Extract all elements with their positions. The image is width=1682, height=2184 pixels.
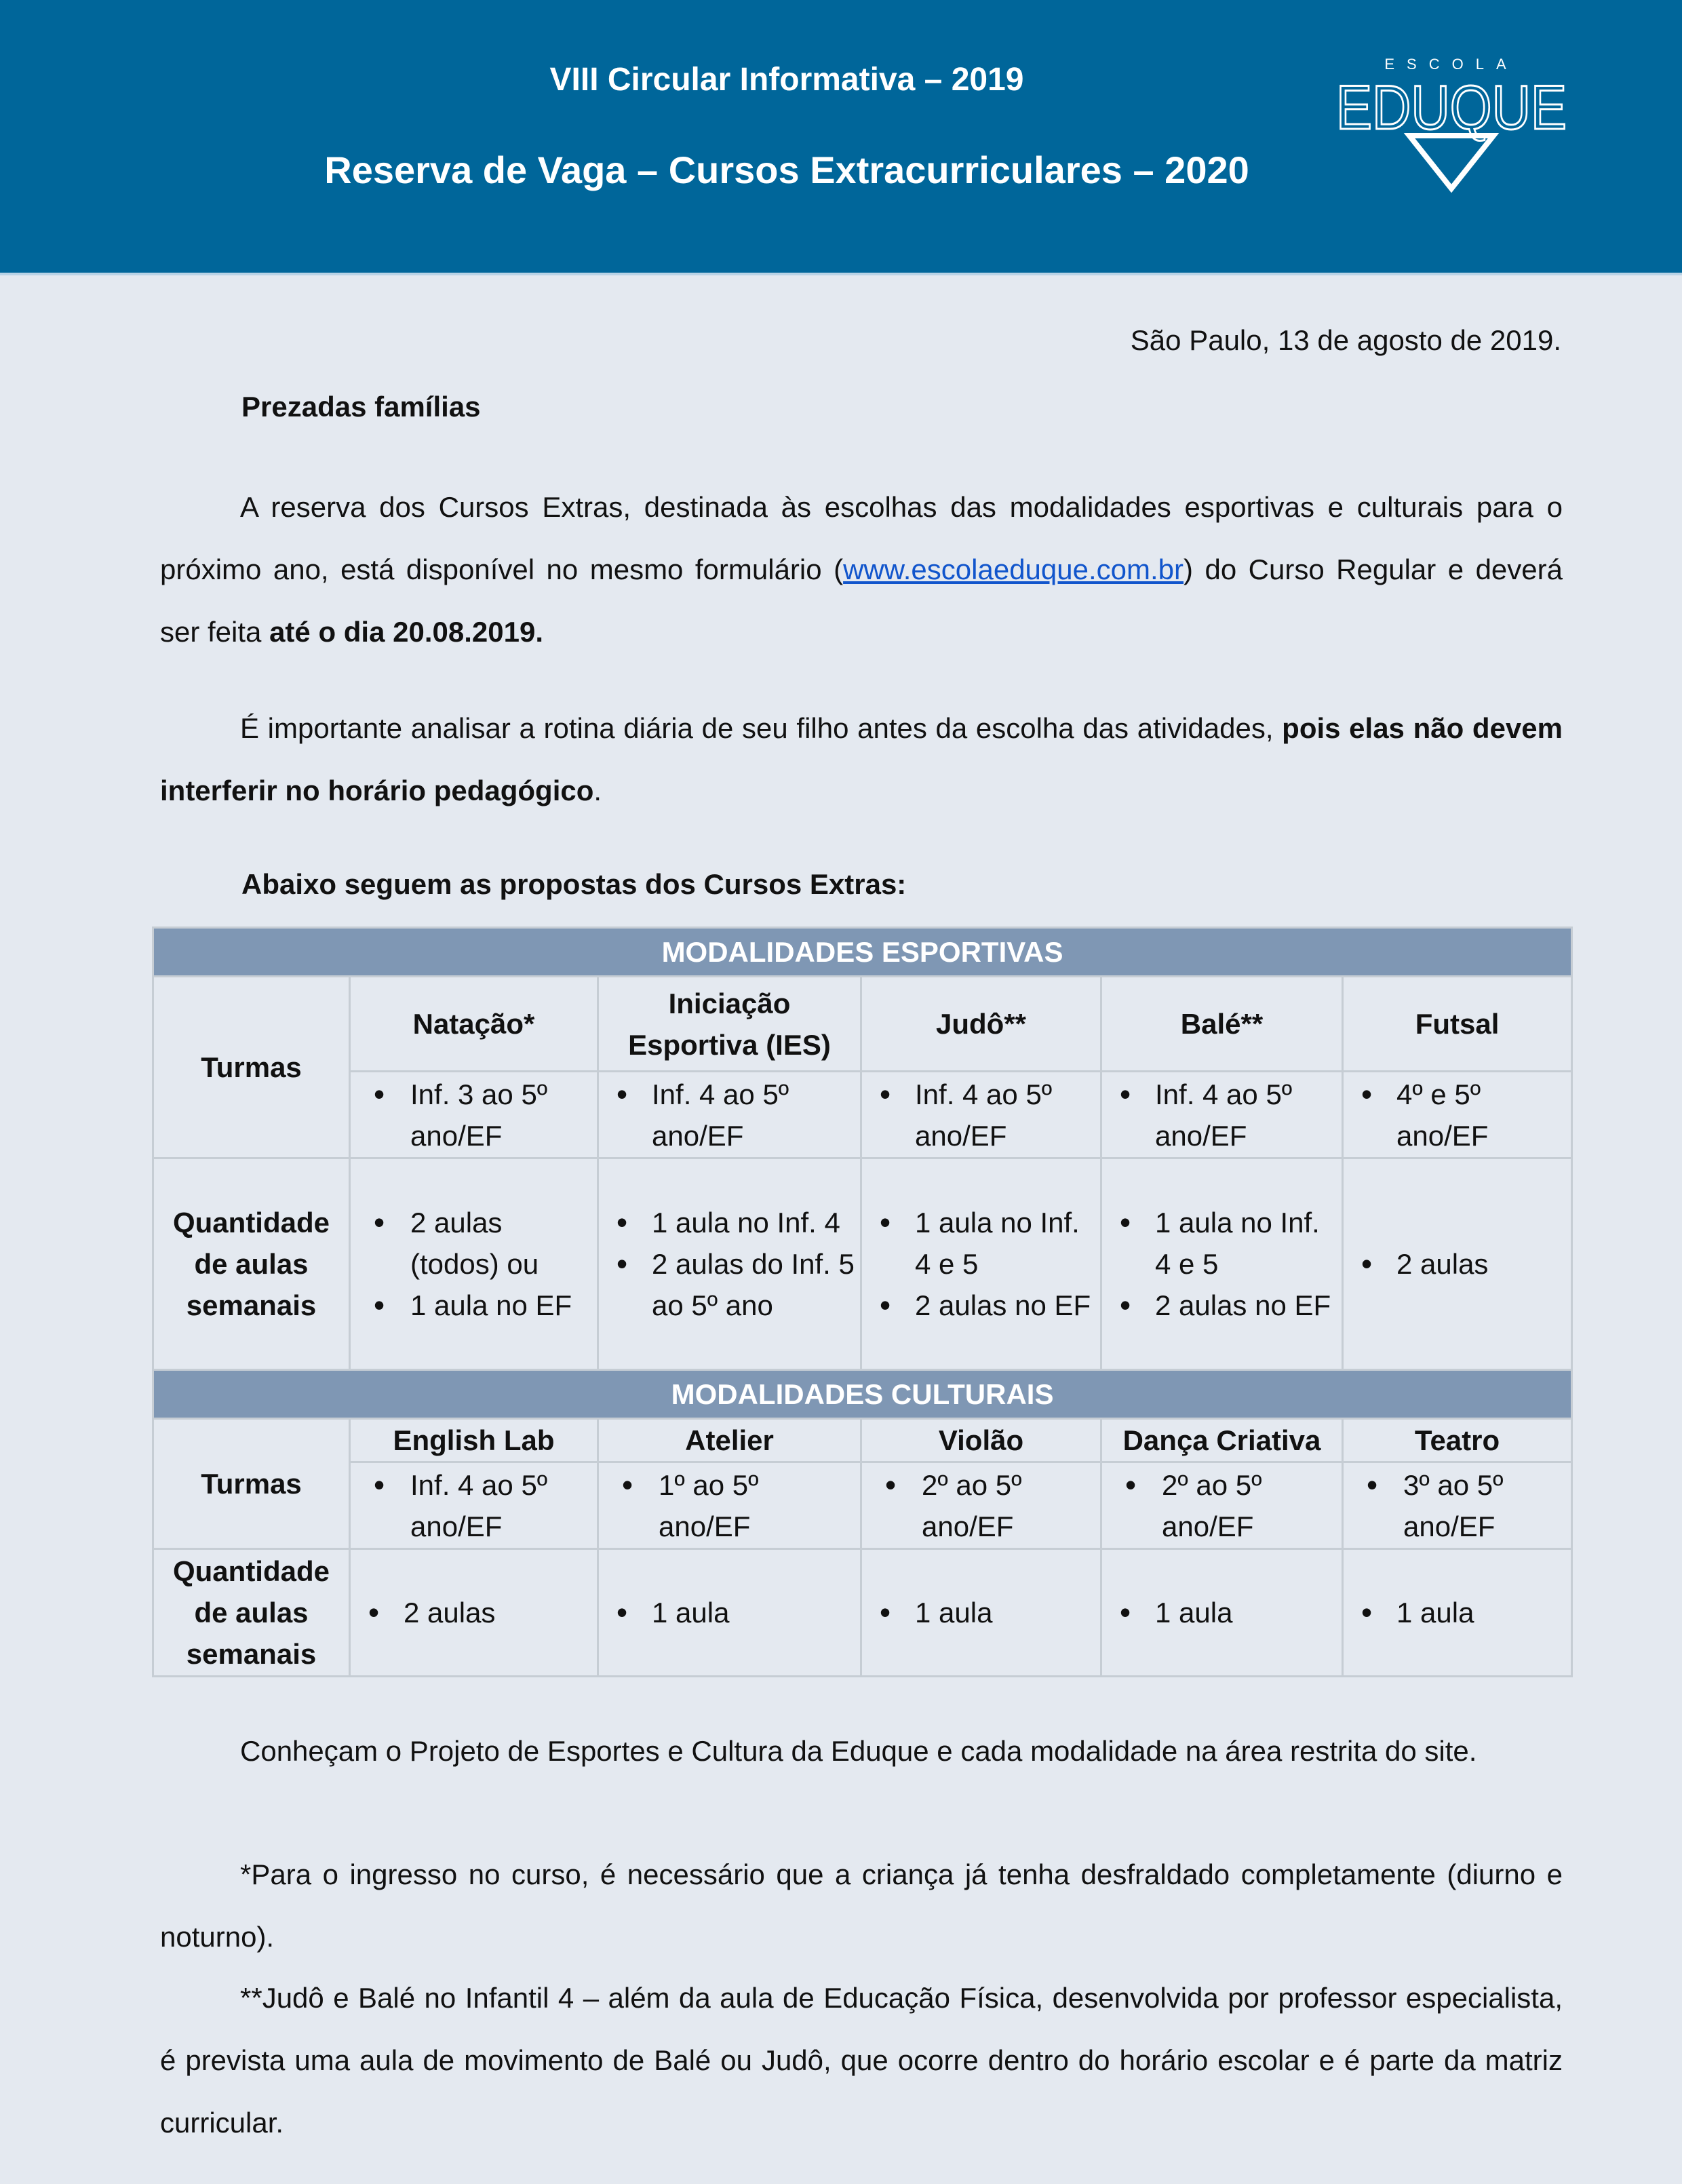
greeting: Prezadas famílias — [241, 391, 481, 423]
sport-turma-cell: • Inf. 4 ao 5º ano/EF — [1101, 1072, 1343, 1158]
circular-title: VIII Circular Informativa – 2019 — [549, 62, 1024, 98]
culture-turma-cell: • 1º ao 5º ano/EF — [598, 1462, 861, 1549]
sport-turma-cell: • Inf. 3 ao 5º ano/EF — [350, 1072, 598, 1158]
proposals-intro: Abaixo seguem as propostas dos Cursos Extras: — [241, 868, 907, 900]
sport-turma-cell: • 4º e 5º ano/EF — [1343, 1072, 1572, 1158]
letter-date: São Paulo, 13 de agosto de 2019. — [1130, 324, 1561, 356]
courses-table — [152, 927, 1573, 1677]
culture-turma-cell: • 3º ao 5º ano/EF — [1343, 1462, 1572, 1549]
culture-qty-cell: • 1 aula — [598, 1549, 861, 1677]
eduque-logo — [1329, 54, 1573, 197]
culture-header: Dança Criativa — [1101, 1419, 1343, 1462]
sport-qty-cell: • 1 aula no Inf. 4 e 5 • 2 aulas no EF — [1101, 1158, 1343, 1370]
sport-qty-cell: • 2 aulas (todos) ou • 1 aula no EF — [350, 1158, 598, 1370]
sport-header: Judô** — [861, 977, 1101, 1072]
sport-qty-cell: • 1 aula no Inf. 4 • 2 aulas do Inf. 5 ao 5º ano — [598, 1158, 861, 1370]
page-title: Reserva de Vaga – Cursos Extracurriculares – 2020 — [324, 149, 1249, 191]
sport-header: Iniciação Esportiva (IES) — [598, 977, 861, 1072]
sports-qty-label: Quantidade de aulas semanais — [153, 1158, 350, 1370]
culture-qty-cell: • 2 aulas — [350, 1549, 598, 1677]
sport-qty-cell: • 1 aula no Inf. 4 e 5 • 2 aulas no EF — [861, 1158, 1101, 1370]
culture-turmas-label: Turmas — [153, 1419, 350, 1549]
culture-qty-label: Quantidade de aulas semanais — [153, 1549, 350, 1677]
paragraph-reservation: A reserva dos Cursos Extras, destinada às escolhas das modalidades esportivas e culturais para o próximo ano, está disponível no mesmo formulário (www.escolaeduque.com.br) do Curso Regular e deverá ser feita até o dia 20.08.2019. — [160, 491, 1563, 648]
header-banner — [0, 0, 1682, 275]
sport-header: Futsal — [1343, 977, 1572, 1072]
footnote-swimming: *Para o ingresso no curso, é necessário que a criança já tenha desfraldado completamente (diurno e noturno). — [160, 1858, 1563, 1953]
sports-band: MODALIDADES ESPORTIVAS — [153, 928, 1572, 977]
footnote-judo-ballet: **Judô e Balé no Infantil 4 – além da aula de Educação Física, desenvolvida por professor especialista, é prevista uma aula de movimento de Balé ou Judô, que ocorre dentro do horário escolar e é parte da matriz curricular. — [160, 1982, 1563, 2139]
culture-qty-cell: • 1 aula — [1343, 1549, 1572, 1677]
sport-qty-cell: • 2 aulas — [1343, 1158, 1572, 1370]
culture-turma-cell: • 2º ao 5º ano/EF — [861, 1462, 1101, 1549]
culture-header: Violão — [861, 1419, 1101, 1462]
culture-band: MODALIDADES CULTURAIS — [153, 1370, 1572, 1419]
culture-qty-cell: • 1 aula — [1101, 1549, 1343, 1677]
culture-header: English Lab — [350, 1419, 598, 1462]
svg-text:EDUQUE: EDUQUE — [1336, 73, 1567, 142]
culture-qty-cell: • 1 aula — [861, 1549, 1101, 1677]
sports-turmas-label: Turmas — [153, 977, 350, 1158]
paragraph-project: Conheçam o Projeto de Esportes e Cultura da Eduque e cada modalidade na área restrita do site. — [240, 1735, 1477, 1767]
culture-turma-cell: • Inf. 4 ao 5º ano/EF — [350, 1462, 598, 1549]
sport-turma-cell: • Inf. 4 ao 5º ano/EF — [861, 1072, 1101, 1158]
website-link[interactable]: www.escolaeduque.com.br — [843, 553, 1184, 585]
svg-text:ESCOLA: ESCOLA — [1384, 56, 1519, 73]
sport-header: Balé** — [1101, 977, 1343, 1072]
culture-turma-cell: • 2º ao 5º ano/EF — [1101, 1462, 1343, 1549]
culture-header: Teatro — [1343, 1419, 1572, 1462]
paragraph-routine: É importante analisar a rotina diária de seu filho antes da escolha das atividades, pois elas não devem interferir no horário pedagógico. — [160, 712, 1563, 806]
culture-header: Atelier — [598, 1419, 861, 1462]
sport-header: Natação* — [350, 977, 598, 1072]
sport-turma-cell: • Inf. 4 ao 5º ano/EF — [598, 1072, 861, 1158]
